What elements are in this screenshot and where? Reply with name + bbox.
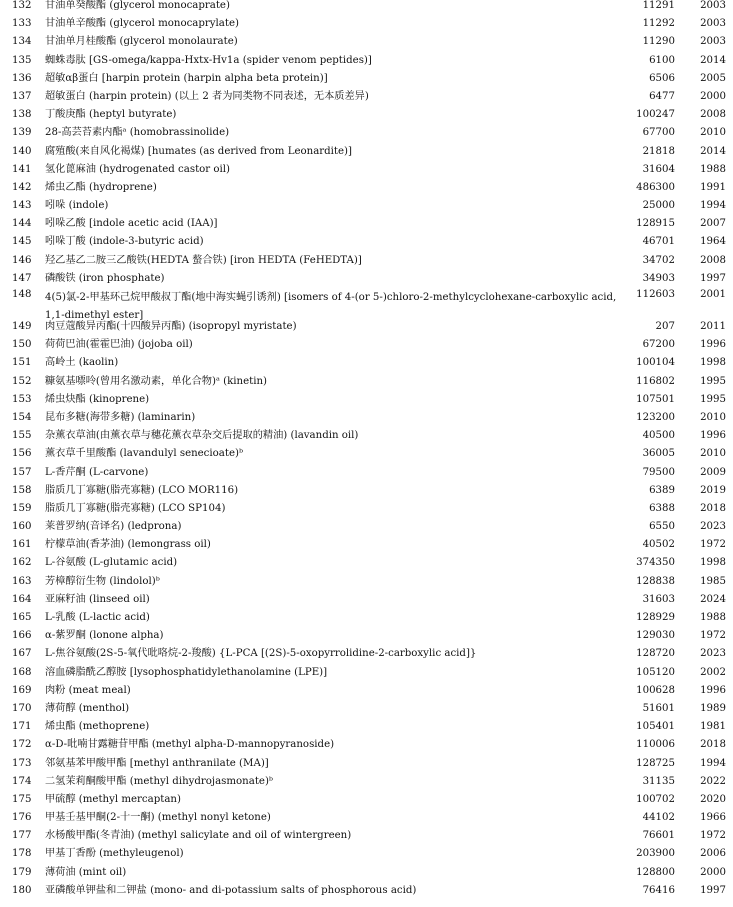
row-number: 180 bbox=[12, 884, 32, 896]
substance-name: 甘油单月桂酸酯 (glycerol monolaurate) bbox=[45, 36, 238, 48]
row-number: 154 bbox=[12, 411, 32, 423]
row-number: 141 bbox=[12, 163, 32, 175]
row-number: 169 bbox=[12, 684, 32, 696]
code-number: 129030 bbox=[636, 630, 675, 642]
registration-year: 1985 bbox=[700, 575, 726, 587]
substance-name: 薰衣草千里酸酯 (lavandulyl senecioate)ᵇ bbox=[45, 448, 244, 460]
substance-name: L-乳酸 (L-lactic acid) bbox=[45, 612, 150, 623]
code-number: 67200 bbox=[642, 339, 675, 351]
table-row bbox=[0, 464, 733, 482]
registration-year: 1998 bbox=[700, 557, 726, 569]
row-number: 170 bbox=[12, 702, 32, 714]
code-number: 6389 bbox=[649, 484, 675, 496]
registration-year: 1996 bbox=[700, 339, 726, 351]
registration-year: 2006 bbox=[700, 848, 726, 860]
table-row bbox=[0, 718, 733, 736]
registration-year: 2010 bbox=[700, 448, 726, 460]
code-number: 203900 bbox=[636, 848, 675, 860]
row-number: 143 bbox=[12, 200, 32, 212]
row-number: 145 bbox=[12, 236, 32, 248]
substance-name: 吲哚丁酸 (indole-3-butyric acid) bbox=[45, 236, 204, 248]
table-row bbox=[0, 809, 733, 827]
substance-name: 脂质几丁寡糖(脂壳寡糖) (LCO SP104) bbox=[45, 502, 226, 514]
row-number: 136 bbox=[12, 72, 32, 84]
substance-name: 溶血磷脂酰乙醇胺 [lysophosphatidylethanolamine (LPE)] bbox=[45, 666, 328, 678]
table-row bbox=[0, 864, 733, 882]
code-number: 128929 bbox=[636, 612, 675, 623]
registration-year: 1989 bbox=[700, 702, 726, 714]
row-number: 149 bbox=[12, 321, 32, 332]
code-number: 51601 bbox=[642, 702, 675, 714]
table-row bbox=[0, 591, 733, 609]
registration-year: 1995 bbox=[700, 375, 726, 387]
row-number: 147 bbox=[12, 272, 32, 284]
row-number: 134 bbox=[12, 36, 32, 48]
substance-name: 腐殖酸(来自风化褐煤) [humates (as derived from Leonardite)] bbox=[45, 145, 352, 157]
row-number: 172 bbox=[12, 739, 32, 751]
table-row bbox=[0, 179, 733, 197]
row-number: 150 bbox=[12, 339, 32, 351]
substance-name: 昆布多糖(海带多糖) (laminarin) bbox=[45, 411, 196, 423]
code-number: 105401 bbox=[636, 721, 675, 733]
table-row bbox=[0, 554, 733, 572]
substance-name: 薄荷油 (mint oil) bbox=[45, 866, 127, 878]
row-number: 162 bbox=[12, 557, 32, 569]
row-number: 152 bbox=[12, 375, 32, 387]
substance-name: 水杨酸甲酯(冬青油) (methyl salicylate and oil of wintergreen) bbox=[45, 830, 352, 842]
code-number: 11291 bbox=[642, 0, 675, 11]
row-number: 139 bbox=[12, 127, 32, 139]
table-row bbox=[0, 197, 733, 215]
code-number: 6100 bbox=[649, 54, 675, 66]
code-number: 107501 bbox=[636, 393, 675, 405]
code-number: 36005 bbox=[642, 448, 675, 460]
substance-name: 吲哚 (indole) bbox=[45, 200, 109, 212]
table-row bbox=[0, 573, 733, 591]
code-number: 207 bbox=[655, 321, 675, 332]
code-number: 128838 bbox=[636, 575, 675, 587]
registration-year: 2002 bbox=[700, 666, 726, 678]
registration-year: 2008 bbox=[700, 254, 726, 266]
row-number: 133 bbox=[12, 18, 32, 30]
table-row bbox=[0, 882, 733, 900]
table-row bbox=[0, 233, 733, 251]
table-row bbox=[0, 161, 733, 179]
row-number: 178 bbox=[12, 848, 32, 860]
code-number: 31604 bbox=[642, 163, 675, 175]
code-number: 116802 bbox=[636, 375, 675, 387]
registration-year: 2018 bbox=[700, 502, 726, 514]
table-row bbox=[0, 252, 733, 270]
substance-name: α-D-吡喃甘露糖苷甲酯 (methyl alpha-D-mannopyranoside) bbox=[45, 739, 335, 751]
substance-name: 杂薰衣草油(由薰衣草与穗花薰衣草杂交后提取的精油) (lavandin oil) bbox=[45, 430, 359, 442]
registration-year: 1988 bbox=[700, 163, 726, 175]
registration-year: 1994 bbox=[700, 200, 726, 212]
substance-name: 甲基丁香酚 (methyleugenol) bbox=[45, 848, 184, 860]
table-row bbox=[0, 124, 733, 142]
row-number: 179 bbox=[12, 866, 32, 878]
row-number: 157 bbox=[12, 466, 32, 478]
row-number: 159 bbox=[12, 502, 32, 514]
registration-year: 2003 bbox=[700, 18, 726, 30]
registration-year: 2018 bbox=[700, 739, 726, 751]
row-number: 156 bbox=[12, 448, 32, 460]
registration-year: 2000 bbox=[700, 866, 726, 878]
substance-name: 亚磷酸单钾盐和二钾盐 (mono- and di-potassium salts of phosphorous acid) bbox=[45, 884, 417, 896]
registration-year: 2003 bbox=[700, 0, 726, 11]
registration-year: 2005 bbox=[700, 72, 726, 84]
registration-year: 1994 bbox=[700, 757, 726, 769]
substance-name: 莱普罗纳(音译名) (ledprona) bbox=[45, 521, 182, 533]
code-number: 100628 bbox=[636, 684, 675, 696]
row-number: 132 bbox=[12, 0, 32, 11]
row-number: 158 bbox=[12, 484, 32, 496]
substance-name: 脂质几丁寡糖(脂壳寡糖) (LCO MOR116) bbox=[45, 484, 239, 496]
table-row bbox=[0, 664, 733, 682]
row-number: 174 bbox=[12, 775, 32, 787]
registration-year: 1995 bbox=[700, 393, 726, 405]
substance-name: 高岭土 (kaolin) bbox=[45, 357, 119, 369]
substance-name: L-香芹酮 (L-carvone) bbox=[45, 466, 149, 478]
substance-name: 甲基壬基甲酮(2-十一酮) (methyl nonyl ketone) bbox=[45, 812, 271, 824]
substance-name: 荷荷巴油(霍霍巴油) (jojoba oil) bbox=[45, 339, 193, 351]
table-row bbox=[0, 409, 733, 427]
table-row bbox=[0, 373, 733, 391]
row-number: 137 bbox=[12, 90, 32, 102]
registration-year: 1997 bbox=[700, 272, 726, 284]
substance-name: 亚麻籽油 (linseed oil) bbox=[45, 593, 150, 605]
substance-name: 氢化蓖麻油 (hydrogenated castor oil) bbox=[45, 163, 231, 175]
substance-name: 二氢茉莉酮酸甲酯 (methyl dihydrojasmonate)ᵇ bbox=[45, 775, 273, 787]
table-row bbox=[0, 500, 733, 518]
substance-name: 柠檬草油(香茅油) (lemongrass oil) bbox=[45, 539, 211, 551]
registration-year: 2010 bbox=[700, 127, 726, 139]
registration-year: 2000 bbox=[700, 90, 726, 102]
row-number: 151 bbox=[12, 357, 32, 369]
substance-name: 烯虫乙酯 (hydroprene) bbox=[45, 181, 157, 193]
substance-name: L-焦谷氨酸(2S-5-氧代吡咯烷-2-羧酸) {L-PCA [(2S)-5-oxopyrrolidine-2-carboxylic acid]} bbox=[45, 648, 477, 660]
substance-name: 糠氨基嘌呤(曾用名激动素，单化合物)ᵃ (kinetin) bbox=[45, 375, 267, 387]
code-number: 44102 bbox=[642, 812, 675, 824]
substance-name: 羟乙基乙二胺三乙酸铁(HEDTA 螯合铁) [iron HEDTA (FeHEDTA)] bbox=[45, 254, 362, 266]
registration-year: 1997 bbox=[700, 884, 726, 896]
registration-year: 1964 bbox=[700, 236, 726, 248]
code-number: 76416 bbox=[642, 884, 675, 896]
registration-year: 2024 bbox=[700, 593, 726, 605]
registration-year: 2023 bbox=[700, 648, 726, 660]
code-number: 40502 bbox=[642, 539, 675, 551]
code-number: 6477 bbox=[649, 90, 675, 102]
registration-year: 1972 bbox=[700, 539, 726, 551]
table-row bbox=[0, 791, 733, 809]
table-row bbox=[0, 354, 733, 372]
substance-name: 甲硫醇 (methyl mercaptan) bbox=[45, 793, 181, 805]
code-number: 128720 bbox=[636, 648, 675, 660]
row-number: 135 bbox=[12, 54, 32, 66]
registration-year: 2001 bbox=[700, 289, 726, 300]
table-row bbox=[0, 88, 733, 106]
table-row bbox=[0, 445, 733, 463]
table-row bbox=[0, 106, 733, 124]
code-number: 34903 bbox=[642, 272, 675, 284]
row-number: 165 bbox=[12, 612, 32, 623]
substance-name: 芳樟醇衍生物 (lindolol)ᵇ bbox=[45, 575, 160, 587]
table-row bbox=[0, 845, 733, 863]
table-row bbox=[0, 33, 733, 51]
table-row bbox=[0, 736, 733, 754]
table-row bbox=[0, 336, 733, 354]
code-number: 128915 bbox=[636, 218, 675, 230]
code-number: 25000 bbox=[642, 200, 675, 212]
registration-year: 1991 bbox=[700, 181, 726, 193]
registration-year: 2009 bbox=[700, 466, 726, 478]
code-number: 486300 bbox=[636, 181, 675, 193]
code-number: 67700 bbox=[642, 127, 675, 139]
table-row bbox=[0, 773, 733, 791]
table-row bbox=[0, 143, 733, 161]
table-row bbox=[0, 700, 733, 718]
table-row bbox=[0, 609, 733, 627]
registration-year: 1966 bbox=[700, 812, 726, 824]
registration-year: 2008 bbox=[700, 109, 726, 121]
registration-year: 2022 bbox=[700, 775, 726, 787]
code-number: 76601 bbox=[642, 830, 675, 842]
table-row bbox=[0, 318, 733, 336]
code-number: 105120 bbox=[636, 666, 675, 678]
row-number: 153 bbox=[12, 393, 32, 405]
table-row bbox=[0, 645, 733, 663]
registration-year: 2010 bbox=[700, 411, 726, 423]
substance-name: 超敏αβ蛋白 [harpin protein (harpin alpha beta protein)] bbox=[45, 72, 328, 84]
code-number: 21818 bbox=[642, 145, 675, 157]
row-number: 146 bbox=[12, 254, 32, 266]
code-number: 6388 bbox=[649, 502, 675, 514]
registration-year: 2014 bbox=[700, 145, 726, 157]
table-row bbox=[0, 827, 733, 845]
substance-name: α-紫罗酮 (lonone alpha) bbox=[45, 630, 164, 642]
code-number: 46701 bbox=[642, 236, 675, 248]
substance-name: 邻氨基苯甲酸甲酯 [methyl anthranilate (MA)] bbox=[45, 757, 269, 769]
substance-name: 肉粉 (meat meal) bbox=[45, 684, 131, 696]
substance-name: 吲哚乙酸 [indole acetic acid (IAA)] bbox=[45, 218, 218, 230]
table-row bbox=[0, 52, 733, 70]
row-number: 163 bbox=[12, 575, 32, 587]
row-number: 140 bbox=[12, 145, 32, 157]
substance-name: 甘油单辛酸酯 (glycerol monocaprylate) bbox=[45, 18, 239, 30]
code-number: 100104 bbox=[636, 357, 675, 369]
row-number: 166 bbox=[12, 630, 32, 642]
code-number: 6550 bbox=[649, 521, 675, 533]
registration-year: 2011 bbox=[700, 321, 726, 332]
substance-name: 烯虫酯 (methoprene) bbox=[45, 721, 150, 733]
table-row bbox=[0, 215, 733, 233]
row-number: 171 bbox=[12, 721, 32, 733]
table-row bbox=[0, 627, 733, 645]
substance-name: 肉豆蔻酸异丙酯(十四酸异丙酯) (isopropyl myristate) bbox=[45, 321, 297, 332]
substance-name: 烯虫炔酯 (kinoprene) bbox=[45, 393, 150, 405]
table-row bbox=[0, 536, 733, 554]
code-number: 100702 bbox=[636, 793, 675, 805]
code-number: 100247 bbox=[636, 109, 675, 121]
substance-name: L-谷氨酸 (L-glutamic acid) bbox=[45, 557, 178, 569]
row-number: 148 bbox=[12, 289, 32, 300]
row-number: 168 bbox=[12, 666, 32, 678]
code-number: 128725 bbox=[636, 757, 675, 769]
registration-year: 1998 bbox=[700, 357, 726, 369]
registration-year: 2020 bbox=[700, 793, 726, 805]
code-number: 112603 bbox=[636, 289, 675, 300]
row-number: 161 bbox=[12, 539, 32, 551]
substance-name: 4(5)氯-2-甲基环己烷甲酸叔丁酯(地中海实蝇引诱剂) [isomers of 4-(or 5-)chloro-2-methylcyclohexane-carboxylic acid, 1,1-dimethyl ester] bbox=[45, 292, 617, 321]
substance-name: 薄荷醇 (menthol) bbox=[45, 702, 130, 714]
row-number: 175 bbox=[12, 793, 32, 805]
row-number: 160 bbox=[12, 521, 32, 533]
table-row bbox=[0, 427, 733, 445]
substance-name: 甘油单癸酸酯 (glycerol monocaprate) bbox=[45, 0, 230, 11]
row-number: 142 bbox=[12, 181, 32, 193]
registration-year: 1996 bbox=[700, 684, 726, 696]
code-number: 110006 bbox=[636, 739, 675, 751]
substance-name: 丁酸庚酯 (heptyl butyrate) bbox=[45, 109, 177, 121]
registration-year: 2014 bbox=[700, 54, 726, 66]
row-number: 138 bbox=[12, 109, 32, 121]
substance-name: 28-高芸苔素内酯ᵃ (homobrassinolide) bbox=[45, 127, 230, 139]
registration-year: 1988 bbox=[700, 612, 726, 623]
row-number: 144 bbox=[12, 218, 32, 230]
table-row bbox=[0, 391, 733, 409]
registration-year: 2007 bbox=[700, 218, 726, 230]
table-row bbox=[0, 518, 733, 536]
table-row bbox=[0, 0, 733, 15]
registration-year: 1981 bbox=[700, 721, 726, 733]
row-number: 177 bbox=[12, 830, 32, 842]
row-number: 164 bbox=[12, 593, 32, 605]
registration-year: 1996 bbox=[700, 430, 726, 442]
code-number: 374350 bbox=[636, 557, 675, 569]
code-number: 79500 bbox=[642, 466, 675, 478]
code-number: 11292 bbox=[642, 18, 675, 30]
code-number: 11290 bbox=[642, 36, 675, 48]
row-number: 167 bbox=[12, 648, 32, 660]
code-number: 34702 bbox=[642, 254, 675, 266]
code-number: 6506 bbox=[649, 72, 675, 84]
row-number: 173 bbox=[12, 757, 32, 769]
code-number: 128800 bbox=[636, 866, 675, 878]
table-row bbox=[0, 482, 733, 500]
registration-year: 2023 bbox=[700, 521, 726, 533]
substance-name: 超敏蛋白 (harpin protein) (以上 2 者为同类物不同表述，无本质差异) bbox=[45, 90, 369, 102]
code-number: 123200 bbox=[636, 411, 675, 423]
substance-name: 磷酸铁 (iron phosphate) bbox=[45, 272, 165, 284]
code-number: 31135 bbox=[642, 775, 675, 787]
registration-year: 2003 bbox=[700, 36, 726, 48]
code-number: 40500 bbox=[642, 430, 675, 442]
substance-name: 蜘蛛毒肽 [GS-omega/kappa-Hxtx-Hv1a (spider venom peptides)] bbox=[45, 54, 372, 66]
table-row bbox=[0, 70, 733, 88]
table-row bbox=[0, 15, 733, 33]
table-row bbox=[0, 755, 733, 773]
registration-year: 1972 bbox=[700, 630, 726, 642]
registration-year: 2019 bbox=[700, 484, 726, 496]
table-row bbox=[0, 288, 733, 321]
row-number: 176 bbox=[12, 812, 32, 824]
registration-year: 1972 bbox=[700, 830, 726, 842]
row-number: 155 bbox=[12, 430, 32, 442]
code-number: 31603 bbox=[642, 593, 675, 605]
table-row bbox=[0, 682, 733, 700]
